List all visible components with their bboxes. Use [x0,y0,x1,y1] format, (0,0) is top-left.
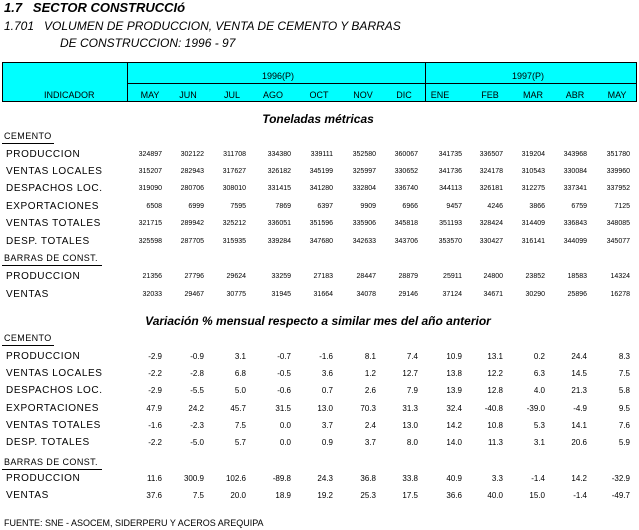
table-cell: 315935 [222,238,246,245]
table-cell: -1.4 [573,491,587,500]
group-underline [2,265,102,266]
table-cell: 29467 [184,291,204,298]
table-cell: 9909 [360,203,376,210]
table-cell: 3.1 [234,352,246,361]
table-cell: 341280 [309,185,333,192]
table-cell: -2.2 [148,438,162,447]
table-cell: 324897 [138,151,162,158]
table-cell: 18.9 [275,491,291,500]
table-cell: 6.3 [533,369,545,378]
table-cell: 324178 [479,168,503,175]
row-label: VENTAS TOTALES [6,420,101,431]
table-cell: 325997 [352,168,376,175]
table-cell: 13.9 [446,386,462,395]
table-cell: 325212 [222,220,246,227]
table-cell: 339960 [606,168,630,175]
table-cell: 70.3 [360,404,376,413]
table-cell: 351596 [309,220,333,227]
table-cell: 300.9 [183,474,204,483]
table-cell: 14324 [610,273,630,280]
table-cell: 13.1 [487,352,503,361]
table-cell: 7.5 [192,491,204,500]
month-header: DIC [396,90,412,100]
group-header: CEMENTO [4,333,52,343]
table-cell: 7869 [275,203,291,210]
table-cell: 29624 [226,273,246,280]
table-cell: 29146 [398,291,418,298]
table-cell: 321715 [138,220,162,227]
table-cell: 336740 [394,185,418,192]
table-cell: 6966 [402,203,418,210]
table-cell: 8.0 [406,438,418,447]
table-cell: 7.9 [406,386,418,395]
table-cell: 28447 [356,273,376,280]
group-header: CEMENTO [4,131,52,141]
table-cell: 18583 [567,273,587,280]
table-cell: 351780 [606,151,630,158]
table-cell: 319204 [521,151,545,158]
table-cell: 341735 [438,151,462,158]
table-cell: 4.0 [533,386,545,395]
table-cell: 8.1 [364,352,376,361]
table-heading [4,19,401,33]
month-header: NOV [353,90,373,100]
month-header: MAY [140,90,160,100]
table-cell: 312275 [521,185,545,192]
table-cell: 345077 [606,238,630,245]
month-header: MAR [523,90,543,100]
table-cell: 330652 [394,168,418,175]
table-cell: 330084 [563,168,587,175]
table-cell: 45.7 [230,404,246,413]
row-label: DESPACHOS LOC. [6,385,103,396]
table-cell: 14.5 [571,369,587,378]
section-number: 1.7 [4,0,23,15]
table-cell: 332804 [352,185,376,192]
table-cell: 1.2 [364,369,376,378]
row-label: VENTAS TOTALES [6,218,101,229]
table-cell: 282943 [180,168,204,175]
table-cell: 308010 [222,185,246,192]
table-cell: 5.8 [618,386,630,395]
table-cell: 36.8 [360,474,376,483]
row-label: DESP. TOTALES [6,437,90,448]
month-header: JUL [223,90,240,100]
table-cell: 30290 [525,291,545,298]
table-cell: 23852 [525,273,545,280]
month-header: MAY [607,90,627,100]
table-cell: 353570 [438,238,462,245]
source-note: FUENTE: SNE - ASOCEM, SIDERPERU Y ACEROS AREQUIPA [4,518,264,528]
header-left-border [2,62,3,102]
table-cell: -40.8 [484,404,503,413]
row-label: DESP. TOTALES [6,236,90,247]
table-cell: 336507 [479,151,503,158]
table-cell: 0.7 [321,386,333,395]
table-cell: 40.9 [446,474,462,483]
table-cell: 9457 [446,203,462,210]
row-label: PRODUCCION [6,149,81,160]
table-cell: 7125 [614,203,630,210]
table-cell: 14.1 [571,421,587,430]
table-title-line-1: VOLUMEN DE PRODUCCION, VENTA DE CEMENTO Y BARRAS [44,19,401,33]
table-cell: 343968 [563,151,587,158]
table-cell: 10.9 [446,352,462,361]
table-cell: 24.2 [188,404,204,413]
table-cell: 335906 [352,220,376,227]
row-label: EXPORTACIONES [6,201,100,212]
table-cell: -5.0 [190,438,204,447]
row-label: PRODUCCION [6,351,81,362]
table-cell: 3866 [529,203,545,210]
table-cell: 32033 [142,291,162,298]
table-cell: 5.3 [533,421,545,430]
table-cell: -49.7 [611,491,630,500]
table-cell: 7.6 [618,421,630,430]
table-cell: 34078 [356,291,376,298]
table-cell: 336051 [267,220,291,227]
table-cell: 17.5 [402,491,418,500]
table-cell: 339284 [267,238,291,245]
table-cell: 336843 [563,220,587,227]
header-year-rule [127,83,637,84]
table-cell: 33259 [271,273,291,280]
table-cell: 5.7 [234,438,246,447]
table-cell: 12.7 [402,369,418,378]
table-cell: -0.9 [190,352,204,361]
table-cell: 47.9 [146,404,162,413]
table-cell: 11.3 [488,438,503,447]
row-label: VENTAS LOCALES [6,166,103,177]
table-cell: 30775 [226,291,246,298]
section-title: SECTOR CONSTRUCCIó [32,0,186,15]
row-label: VENTAS [6,490,49,501]
table-cell: 24.4 [571,352,587,361]
table-cell: 3.1 [533,438,545,447]
table-cell: 3.7 [364,438,376,447]
group-header: BARRAS DE CONST. [4,457,98,467]
table-cell: 319090 [138,185,162,192]
table-cell: 24.3 [317,474,333,483]
month-header: ABR [565,90,585,100]
header-indicator-divider [127,62,128,102]
table-cell: 102.6 [225,474,246,483]
table-cell: -5.5 [190,386,204,395]
table-cell: 3.3 [491,474,503,483]
row-label: PRODUCCION [6,473,81,484]
group-underline [2,345,54,346]
header-top-rule [2,62,637,63]
table-cell: 16278 [610,291,630,298]
table-cell: 7595 [230,203,246,210]
table-cell: -0.6 [277,386,291,395]
table-cell: 330427 [479,238,503,245]
table-cell: 6759 [571,203,587,210]
table-cell: 25896 [567,291,587,298]
row-label: VENTAS LOCALES [6,368,103,379]
table-cell: 36.6 [446,491,462,500]
header-right-border [636,62,637,102]
table-cell: -1.6 [148,421,162,430]
table-cell: 0.0 [279,421,291,430]
table-cell: 7.5 [618,369,630,378]
table-cell: 40.0 [487,491,503,500]
table-cell: 5.9 [618,438,630,447]
table-cell: -0.5 [277,369,291,378]
table-cell: 339111 [310,151,333,158]
section-title: Variación % mensual respecto a similar mes del año anterior [145,314,491,328]
table-cell: 13.8 [446,369,462,378]
month-header: FEB [481,90,499,100]
group-underline [2,469,102,470]
table-cell: 328424 [479,220,503,227]
table-cell: 341736 [438,168,462,175]
table-cell: 302122 [180,151,204,158]
table-cell: 3.7 [321,421,333,430]
table-title-line-2: DE CONSTRUCCION: 1996 - 97 [60,36,236,50]
table-cell: 6.8 [234,369,246,378]
table-cell: -4.9 [573,404,587,413]
table-cell: 20.6 [571,438,587,447]
group-header: BARRAS DE CONST. [4,253,98,263]
table-cell: 334380 [267,151,291,158]
table-cell: 37.6 [146,491,162,500]
table-cell: 9.5 [618,404,630,413]
table-cell: 28879 [398,273,418,280]
table-cell: -2.9 [148,352,162,361]
table-cell: 12.2 [487,369,503,378]
month-header: JUN [179,90,197,100]
table-cell: 21356 [142,273,162,280]
table-cell: 25911 [443,273,462,280]
table-cell: 19.2 [317,491,333,500]
table-cell: 317627 [222,168,246,175]
section-heading [4,0,185,15]
table-cell: 2.6 [364,386,376,395]
table-cell: -2.2 [148,369,162,378]
row-label: VENTAS [6,289,49,300]
table-cell: 6508 [146,203,162,210]
table-cell: 31664 [313,291,333,298]
table-cell: 289942 [180,220,204,227]
table-cell: 310543 [521,168,545,175]
table-cell: 24800 [483,273,503,280]
table-cell: 311708 [223,151,246,158]
table-cell: 343706 [394,238,418,245]
table-cell: 342633 [352,238,376,245]
table-cell: 13.0 [317,404,333,413]
table-cell: 15.0 [529,491,545,500]
table-cell: 6999 [188,203,204,210]
table-cell: 32.4 [446,404,462,413]
row-label: DESPACHOS LOC. [6,183,103,194]
table-cell: 326181 [479,185,503,192]
table-cell: 287705 [180,238,204,245]
month-header: OCT [309,90,329,100]
section-title: Toneladas métricas [262,112,374,126]
table-cell: 2.4 [364,421,376,430]
table-cell: 315207 [138,168,162,175]
month-header: ENE [430,90,450,100]
table-cell: 34671 [483,291,503,298]
table-cell: 11.6 [147,474,162,483]
table-cell: 351193 [439,220,462,227]
year-1996-header: 1996(P) [262,71,295,81]
table-cell: 33.8 [402,474,418,483]
table-cell: 345199 [309,168,333,175]
table-cell: 316141 [521,238,545,245]
table-cell: -89.8 [272,474,291,483]
year-1997-header: 1997(P) [512,71,545,81]
table-cell: 20.0 [230,491,246,500]
table-cell: 347680 [309,238,333,245]
table-cell: -2.3 [190,421,204,430]
table-cell: 337341 [563,185,587,192]
table-cell: 345818 [394,220,418,227]
table-cell: 314409 [521,220,545,227]
table-cell: 10.8 [487,421,503,430]
table-cell: 27183 [313,273,333,280]
table-cell: 37124 [442,291,462,298]
table-cell: 6397 [317,203,333,210]
table-cell: -2.9 [148,386,162,395]
month-header: AGO [262,90,283,100]
table-cell: -0.7 [277,352,291,361]
table-cell: 13.0 [402,421,418,430]
table-cell: 21.3 [571,386,587,395]
table-cell: -1.6 [319,352,333,361]
table-cell: 348085 [606,220,630,227]
table-cell: 344099 [563,238,587,245]
table-cell: 337952 [606,185,630,192]
row-label: EXPORTACIONES [6,403,100,414]
table-cell: 31.5 [275,404,291,413]
indicator-header: INDICADOR [44,90,95,100]
header-bottom-rule [2,101,637,102]
table-cell: 0.0 [279,438,291,447]
table-cell: -32.9 [611,474,630,483]
table-cell: 31.3 [402,404,418,413]
table-cell: 5.0 [234,386,246,395]
table-cell: 31945 [271,291,291,298]
table-cell: 0.2 [533,352,545,361]
table-cell: 331415 [267,185,291,192]
table-cell: -1.4 [531,474,545,483]
table-cell: 326182 [267,168,291,175]
table-cell: 4246 [487,203,503,210]
table-cell: 352580 [352,151,376,158]
table-cell: 8.3 [618,352,630,361]
group-underline [2,143,54,144]
table-number: 1.701 [4,19,35,33]
table-cell: 14.0 [446,438,462,447]
table-cell: 7.5 [234,421,246,430]
table-cell: 3.6 [321,369,333,378]
table-cell: 7.4 [406,352,418,361]
table-cell: 14.2 [571,474,587,483]
table-cell: 360067 [394,151,418,158]
table-cell: -39.0 [526,404,545,413]
table-cell: 12.8 [487,386,503,395]
table-cell: -2.8 [190,369,204,378]
table-cell: 280706 [180,185,204,192]
row-label: PRODUCCION [6,271,81,282]
table-cell: 0.9 [321,438,333,447]
table-cell: 325598 [138,238,162,245]
table-cell: 27796 [184,273,204,280]
table-cell: 344113 [439,185,462,192]
table-cell: 25.3 [360,491,376,500]
table-cell: 14.2 [446,421,462,430]
